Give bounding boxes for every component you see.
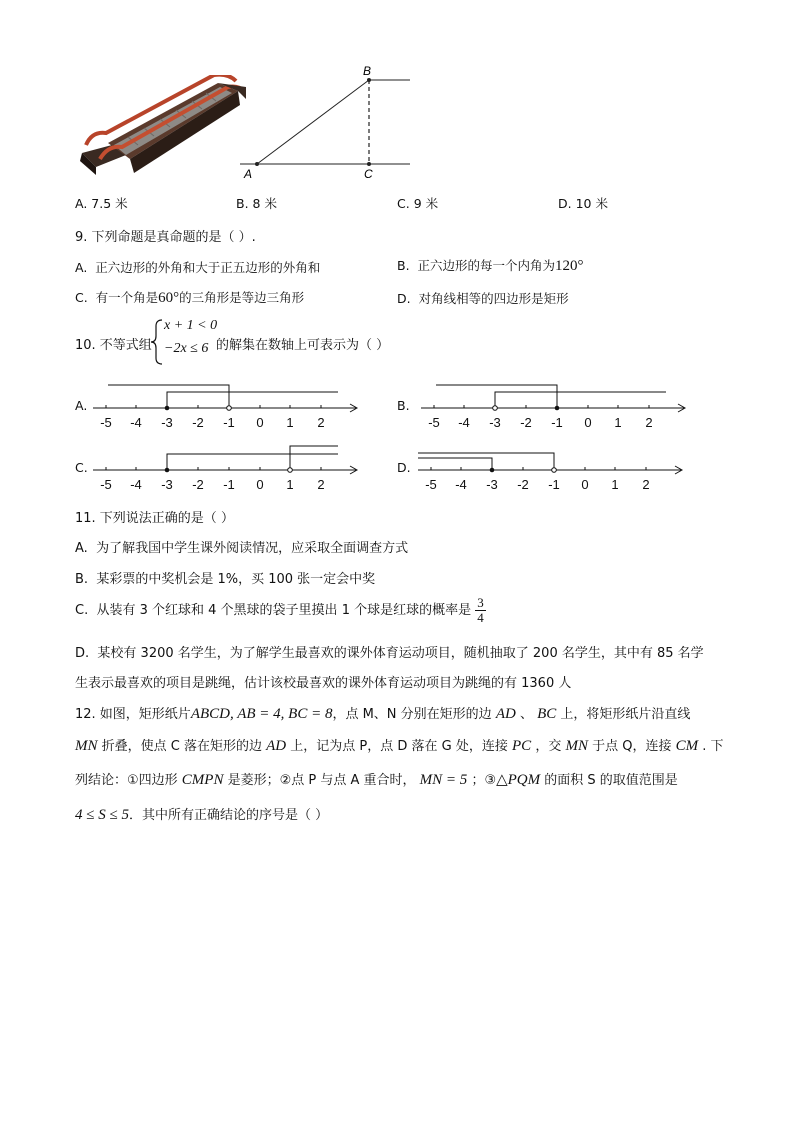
svg-text:2: 2 — [317, 415, 325, 430]
svg-text:-3: -3 — [489, 415, 501, 430]
q9-option-a: A. 正六边形的外角和大于正五边形的外角和 — [75, 260, 321, 275]
svg-text:-3: -3 — [161, 477, 173, 492]
q11-option-c: C. 从装有 3 个红球和 4 个黑球的袋子里摸出 1 个球是红球的概率是 $\frac{3}{4}$ — [75, 595, 484, 625]
label-a: A — [244, 167, 253, 181]
q9-stem: 9. 下列命题是真命题的是（ ）. — [75, 230, 256, 245]
escalator-image — [78, 75, 248, 180]
svg-text:-4: -4 — [130, 415, 142, 430]
svg-text:-3: -3 — [486, 477, 498, 492]
q10-number-line-c — [88, 440, 363, 495]
label-c: C — [364, 167, 373, 181]
q11-option-d-line1: D. 某校有 3200 名学生，为了解学生最喜欢的课外体育运动项目，随机抽取了 200 名学生，其中有 85 名学 — [75, 646, 704, 661]
escalator-geometry-diagram — [235, 60, 415, 185]
q11-option-a: A. 为了解我国中学生课外阅读情况，应采取全面调查方式 — [75, 541, 409, 556]
svg-text:1: 1 — [614, 415, 622, 430]
svg-text:-5: -5 — [428, 415, 440, 430]
q10-number-line-d — [413, 440, 688, 495]
svg-text:-4: -4 — [130, 477, 142, 492]
q10-stem-tail: 的解集在数轴上可表示为（ ） — [216, 338, 390, 353]
q8-option-a: A. 7.5 米 — [75, 196, 128, 211]
svg-text:1: 1 — [611, 477, 619, 492]
svg-text:-5: -5 — [100, 477, 112, 492]
svg-text:-1: -1 — [223, 415, 235, 430]
svg-text:-1: -1 — [548, 477, 560, 492]
svg-text:0: 0 — [584, 415, 592, 430]
svg-text:2: 2 — [642, 477, 650, 492]
svg-text:-2: -2 — [517, 477, 529, 492]
point-a — [255, 162, 259, 166]
q12-line-4: 4 ≤ S ≤ 5．其中所有正确结论的序号是（ ） — [75, 807, 329, 823]
q12-line-3: 列结论：①四边形 CMPN 是菱形；②点 P 与点 A 重合时， MN = 5 ；③△PQM 的面积 S 的取值范围是 — [75, 772, 678, 788]
q9-option-c: C. 有一个角是60°的三角形是等边三角形 — [75, 290, 305, 306]
svg-text:2: 2 — [645, 415, 653, 430]
svg-text:-5: -5 — [425, 477, 437, 492]
svg-text:0: 0 — [256, 415, 264, 430]
probability-fraction: $\frac{3}{4}$ — [477, 595, 484, 625]
label-b: B — [363, 64, 372, 78]
svg-text:0: 0 — [581, 477, 589, 492]
q11-option-b: B. 某彩票的中奖机会是 1%，买 100 张一定会中奖 — [75, 572, 376, 587]
svg-text:-3: -3 — [161, 415, 173, 430]
point-c — [367, 162, 371, 166]
svg-text:-2: -2 — [520, 415, 532, 430]
svg-text:-1: -1 — [551, 415, 563, 430]
svg-text:-5: -5 — [100, 415, 112, 430]
svg-text:-2: -2 — [192, 415, 204, 430]
point-b — [367, 78, 371, 82]
svg-text:2: 2 — [317, 477, 325, 492]
q10-option-b-key: B. — [397, 398, 410, 413]
q10-stem: 10. 不等式组 — [75, 338, 152, 353]
q10-number-line-b — [416, 378, 691, 433]
svg-text:1: 1 — [286, 477, 294, 492]
q8-option-b: B. 8 米 — [236, 196, 277, 211]
q10-number-line-a — [88, 378, 363, 433]
svg-text:-1: -1 — [223, 477, 235, 492]
q10-option-a-key: A. — [75, 398, 88, 413]
q12-line-2: MN 折叠，使点 C 落在矩形的边 AD 上，记为点 P，点 D 落在 G 处，连接 PC ，交 MN 于点 Q，连接 CM . 下 — [75, 738, 724, 754]
q8-option-d: D. 10 米 — [558, 196, 608, 211]
q9-option-b: B. 正六边形的每一个内角为120° — [397, 258, 584, 274]
q9-option-d: D. 对角线相等的四边形是矩形 — [397, 291, 569, 306]
q10-option-c-key: C. — [75, 460, 88, 475]
svg-text:-4: -4 — [458, 415, 470, 430]
svg-text:-4: -4 — [455, 477, 467, 492]
q10-option-d-key: D. — [397, 460, 411, 475]
svg-text:1: 1 — [286, 415, 294, 430]
q11-stem: 11. 下列说法正确的是（ ） — [75, 511, 234, 526]
q11-option-d-line2: 生表示最喜欢的项目是跳绳，估计该校最喜欢的课外体育运动项目为跳绳的有 1360 人 — [75, 676, 572, 691]
segment-ab — [257, 80, 369, 164]
q10-system-brace — [150, 318, 164, 366]
q12-line-1: 12. 如图，矩形纸片ABCD, AB = 4, BC = 8，点 M、N 分别在矩形的边 AD 、 BC 上，将矩形纸片沿直线 — [75, 706, 691, 722]
q10-inequality-1: x + 1 < 0 — [164, 318, 218, 333]
q8-option-c: C. 9 米 — [397, 196, 439, 211]
q10-inequality-2: −2x ≤ 6 — [164, 341, 209, 356]
svg-text:0: 0 — [256, 477, 264, 492]
svg-text:-2: -2 — [192, 477, 204, 492]
